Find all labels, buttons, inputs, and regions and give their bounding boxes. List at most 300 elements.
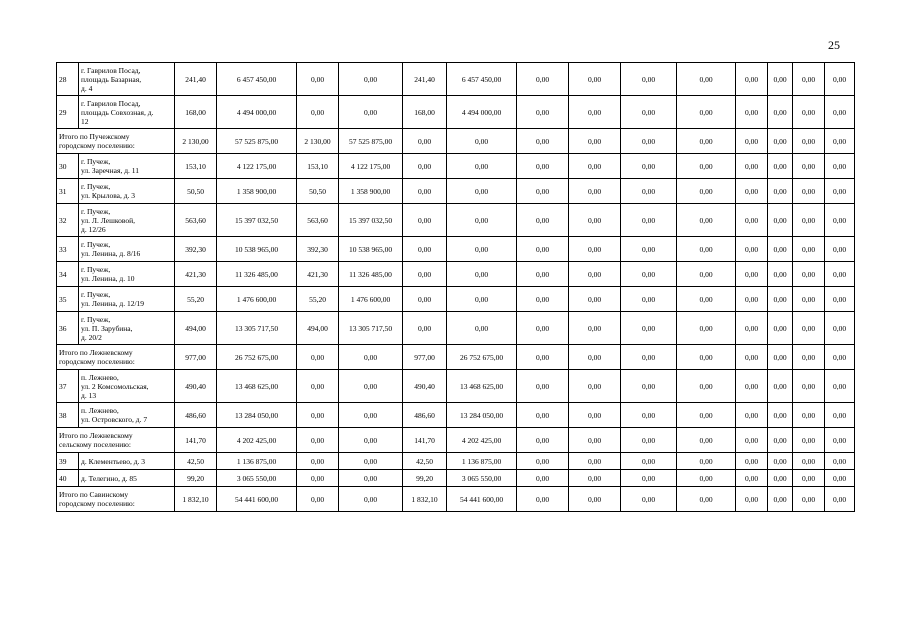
value-cell: 0,00 <box>621 262 677 287</box>
value-cell: 0,00 <box>569 63 621 96</box>
table-row <box>57 453 855 470</box>
value-cell: 0,00 <box>447 179 517 204</box>
value-cell: 6 457 450,00 <box>217 63 297 96</box>
row-number: 39 <box>57 453 79 470</box>
row-number: 34 <box>57 262 79 287</box>
row-number: 29 <box>57 96 79 129</box>
value-cell: 0,00 <box>569 428 621 453</box>
value-cell: 0,00 <box>768 312 793 345</box>
value-cell: 4 202 425,00 <box>447 428 517 453</box>
value-cell: 42,50 <box>403 453 447 470</box>
value-cell: 0,00 <box>677 470 736 487</box>
value-cell: 0,00 <box>736 453 768 470</box>
value-cell: 0,00 <box>768 96 793 129</box>
address-cell <box>79 453 175 470</box>
value-cell: 0,00 <box>569 403 621 428</box>
value-cell: 0,00 <box>793 179 825 204</box>
value-cell: 0,00 <box>825 63 855 96</box>
value-cell: 0,00 <box>793 204 825 237</box>
total-label-line: городскому поселению: <box>59 357 135 366</box>
address-line: д. 13 <box>81 390 97 400</box>
address-cell <box>79 312 175 345</box>
address-cell <box>79 204 175 237</box>
value-cell: 0,00 <box>736 63 768 96</box>
value-cell: 0,00 <box>793 428 825 453</box>
address-line: г. Пучеж, <box>81 240 111 249</box>
address-line: д. Клементьево, д. 3 <box>81 456 146 466</box>
row-number: 32 <box>57 204 79 237</box>
address-line: д. 4 <box>81 83 93 93</box>
value-cell: 0,00 <box>297 470 339 487</box>
value-cell: 0,00 <box>621 470 677 487</box>
row-number: 28 <box>57 63 79 96</box>
row-number: 31 <box>57 179 79 204</box>
value-cell: 421,30 <box>297 262 339 287</box>
table-row <box>57 204 855 237</box>
address-line: г. Гаврилов Посад, <box>81 65 141 75</box>
address-line: ул. Островского, д. 7 <box>81 415 148 424</box>
value-cell: 57 525 875,00 <box>339 129 403 154</box>
value-cell: 0,00 <box>825 237 855 262</box>
address-cell <box>79 154 175 179</box>
value-cell: 392,30 <box>297 237 339 262</box>
value-cell: 0,00 <box>339 470 403 487</box>
value-cell: 0,00 <box>793 312 825 345</box>
value-cell: 0,00 <box>403 129 447 154</box>
value-cell: 0,00 <box>621 237 677 262</box>
value-cell: 0,00 <box>621 345 677 370</box>
value-cell: 0,00 <box>768 154 793 179</box>
value-cell: 0,00 <box>621 403 677 428</box>
table-total-row <box>57 345 855 370</box>
value-cell: 0,00 <box>517 345 569 370</box>
value-cell: 0,00 <box>569 204 621 237</box>
address-line: ул. П. Зарубина, <box>81 323 133 333</box>
row-number: 38 <box>57 403 79 428</box>
total-label-line: городскому поселению: <box>59 141 135 150</box>
value-cell: 4 494 000,00 <box>217 96 297 129</box>
value-cell: 0,00 <box>793 287 825 312</box>
value-cell: 13 305 717,50 <box>339 312 403 345</box>
address-line: площадь Совхозная, д. <box>81 107 154 117</box>
value-cell: 13 284 050,00 <box>447 403 517 428</box>
value-cell: 0,00 <box>297 370 339 403</box>
value-cell: 0,00 <box>736 470 768 487</box>
value-cell: 0,00 <box>768 179 793 204</box>
value-cell: 1 358 900,00 <box>217 179 297 204</box>
value-cell: 0,00 <box>569 312 621 345</box>
value-cell: 0,00 <box>339 370 403 403</box>
value-cell: 494,00 <box>297 312 339 345</box>
value-cell: 0,00 <box>677 370 736 403</box>
address-cell <box>79 370 175 403</box>
value-cell: 0,00 <box>517 262 569 287</box>
value-cell: 15 397 032,50 <box>339 204 403 237</box>
value-cell: 1 136 875,00 <box>217 453 297 470</box>
value-cell: 57 525 875,00 <box>217 129 297 154</box>
value-cell: 0,00 <box>621 129 677 154</box>
value-cell: 0,00 <box>677 312 736 345</box>
value-cell: 0,00 <box>677 204 736 237</box>
value-cell: 0,00 <box>825 96 855 129</box>
table-row <box>57 179 855 204</box>
address-cell <box>79 179 175 204</box>
value-cell: 0,00 <box>736 204 768 237</box>
value-cell: 0,00 <box>569 345 621 370</box>
table-row <box>57 403 855 428</box>
value-cell: 0,00 <box>339 428 403 453</box>
value-cell: 0,00 <box>569 96 621 129</box>
value-cell: 977,00 <box>175 345 217 370</box>
value-cell: 977,00 <box>403 345 447 370</box>
value-cell: 0,00 <box>569 262 621 287</box>
value-cell: 54 441 600,00 <box>217 487 297 512</box>
value-cell: 0,00 <box>569 154 621 179</box>
value-cell: 0,00 <box>825 428 855 453</box>
value-cell: 1 476 600,00 <box>217 287 297 312</box>
value-cell: 0,00 <box>621 453 677 470</box>
value-cell: 0,00 <box>569 287 621 312</box>
value-cell: 13 305 717,50 <box>217 312 297 345</box>
value-cell: 0,00 <box>825 154 855 179</box>
value-cell: 0,00 <box>677 287 736 312</box>
value-cell: 168,00 <box>175 96 217 129</box>
value-cell: 0,00 <box>621 428 677 453</box>
value-cell: 11 326 485,00 <box>217 262 297 287</box>
value-cell: 0,00 <box>339 403 403 428</box>
value-cell: 168,00 <box>403 96 447 129</box>
value-cell: 0,00 <box>768 487 793 512</box>
value-cell: 0,00 <box>768 237 793 262</box>
value-cell: 0,00 <box>517 470 569 487</box>
value-cell: 0,00 <box>825 129 855 154</box>
value-cell: 0,00 <box>768 345 793 370</box>
value-cell: 0,00 <box>621 487 677 512</box>
value-cell: 26 752 675,00 <box>447 345 517 370</box>
address-cell <box>79 287 175 312</box>
value-cell: 0,00 <box>447 262 517 287</box>
value-cell: 4 494 000,00 <box>447 96 517 129</box>
value-cell: 13 468 625,00 <box>217 370 297 403</box>
value-cell: 15 397 032,50 <box>217 204 297 237</box>
value-cell: 0,00 <box>339 63 403 96</box>
value-cell: 0,00 <box>447 237 517 262</box>
value-cell: 0,00 <box>297 428 339 453</box>
address-cell <box>79 403 175 428</box>
value-cell: 2 130,00 <box>297 129 339 154</box>
value-cell: 3 065 550,00 <box>447 470 517 487</box>
value-cell: 0,00 <box>621 154 677 179</box>
value-cell: 1 832,10 <box>175 487 217 512</box>
value-cell: 99,20 <box>175 470 217 487</box>
address-cell <box>79 63 175 96</box>
value-cell: 241,40 <box>403 63 447 96</box>
address-line: ул. Ленина, д. 10 <box>81 274 135 283</box>
table-row <box>57 63 855 96</box>
value-cell: 4 122 175,00 <box>217 154 297 179</box>
value-cell: 0,00 <box>677 237 736 262</box>
value-cell: 11 326 485,00 <box>339 262 403 287</box>
value-cell: 0,00 <box>403 204 447 237</box>
value-cell: 0,00 <box>793 470 825 487</box>
address-line: г. Пучеж, <box>81 206 111 216</box>
value-cell: 0,00 <box>517 453 569 470</box>
value-cell: 13 284 050,00 <box>217 403 297 428</box>
value-cell: 0,00 <box>403 262 447 287</box>
total-label-line: городскому поселению: <box>59 499 135 508</box>
value-cell: 0,00 <box>297 403 339 428</box>
value-cell: 2 130,00 <box>175 129 217 154</box>
value-cell: 0,00 <box>793 262 825 287</box>
value-cell: 0,00 <box>768 63 793 96</box>
value-cell: 0,00 <box>677 487 736 512</box>
address-line: ул. Ленина, д. 12/19 <box>81 299 145 308</box>
table-total-row <box>57 428 855 453</box>
value-cell: 0,00 <box>297 96 339 129</box>
table-row <box>57 312 855 345</box>
value-cell: 1 358 900,00 <box>339 179 403 204</box>
address-line: ул. 2 Комсомольская, <box>81 381 149 391</box>
table-row <box>57 287 855 312</box>
value-cell: 13 468 625,00 <box>447 370 517 403</box>
value-cell: 0,00 <box>793 154 825 179</box>
value-cell: 0,00 <box>517 179 569 204</box>
row-number: 40 <box>57 470 79 487</box>
value-cell: 0,00 <box>736 179 768 204</box>
value-cell: 0,00 <box>768 428 793 453</box>
address-line: г. Пучеж, <box>81 265 111 274</box>
value-cell: 6 457 450,00 <box>447 63 517 96</box>
value-cell: 0,00 <box>736 345 768 370</box>
value-cell: 0,00 <box>677 63 736 96</box>
value-cell: 0,00 <box>793 129 825 154</box>
value-cell: 0,00 <box>517 154 569 179</box>
address-line: г. Пучеж, <box>81 182 111 191</box>
value-cell: 10 538 965,00 <box>339 237 403 262</box>
value-cell: 0,00 <box>339 487 403 512</box>
table-row <box>57 96 855 129</box>
table-row <box>57 370 855 403</box>
value-cell: 0,00 <box>825 262 855 287</box>
value-cell: 563,60 <box>175 204 217 237</box>
value-cell: 0,00 <box>736 487 768 512</box>
address-line: д. Телегино, д. 85 <box>81 473 137 483</box>
value-cell: 1 832,10 <box>403 487 447 512</box>
value-cell: 0,00 <box>517 428 569 453</box>
value-cell: 0,00 <box>768 470 793 487</box>
value-cell: 0,00 <box>517 237 569 262</box>
value-cell: 0,00 <box>825 470 855 487</box>
value-cell: 0,00 <box>677 403 736 428</box>
total-label-line: Итого по Пучежскому <box>59 132 130 141</box>
value-cell: 0,00 <box>677 262 736 287</box>
total-label-line: Итого по Лежневскому <box>59 348 133 357</box>
value-cell: 0,00 <box>447 129 517 154</box>
value-cell: 153,10 <box>175 154 217 179</box>
value-cell: 486,60 <box>403 403 447 428</box>
table-body <box>57 63 855 512</box>
value-cell: 0,00 <box>517 129 569 154</box>
value-cell: 0,00 <box>569 237 621 262</box>
value-cell: 0,00 <box>736 428 768 453</box>
address-line: площадь Базарная, <box>81 74 142 84</box>
table-row <box>57 154 855 179</box>
value-cell: 0,00 <box>768 129 793 154</box>
address-cell <box>79 237 175 262</box>
value-cell: 0,00 <box>339 345 403 370</box>
address-cell <box>79 470 175 487</box>
total-label-line: сельскому поселению: <box>59 440 131 449</box>
address-line: ул. Ленина, д. 8/16 <box>81 249 141 258</box>
value-cell: 0,00 <box>621 63 677 96</box>
value-cell: 0,00 <box>517 63 569 96</box>
value-cell: 4 202 425,00 <box>217 428 297 453</box>
value-cell: 0,00 <box>768 287 793 312</box>
value-cell: 0,00 <box>825 453 855 470</box>
value-cell: 0,00 <box>736 154 768 179</box>
value-cell: 0,00 <box>793 345 825 370</box>
value-cell: 0,00 <box>621 312 677 345</box>
value-cell: 0,00 <box>825 345 855 370</box>
total-label <box>57 129 175 154</box>
value-cell: 0,00 <box>736 237 768 262</box>
address-cell <box>79 262 175 287</box>
value-cell: 0,00 <box>768 453 793 470</box>
value-cell: 0,00 <box>569 370 621 403</box>
value-cell: 0,00 <box>297 345 339 370</box>
value-cell: 4 122 175,00 <box>339 154 403 179</box>
table-row <box>57 237 855 262</box>
value-cell: 0,00 <box>517 487 569 512</box>
value-cell: 50,50 <box>175 179 217 204</box>
value-cell: 0,00 <box>297 63 339 96</box>
total-label <box>57 345 175 370</box>
value-cell: 0,00 <box>793 237 825 262</box>
value-cell: 0,00 <box>677 129 736 154</box>
value-cell: 0,00 <box>677 345 736 370</box>
value-cell: 0,00 <box>768 403 793 428</box>
page-number: 25 <box>828 38 840 52</box>
value-cell: 0,00 <box>793 487 825 512</box>
value-cell: 0,00 <box>793 96 825 129</box>
value-cell: 0,00 <box>339 96 403 129</box>
value-cell: 99,20 <box>403 470 447 487</box>
row-number: 35 <box>57 287 79 312</box>
address-line: п. Лежнево, <box>81 406 119 415</box>
address-line: ул. Л. Лешковой, <box>81 215 136 225</box>
value-cell: 0,00 <box>825 403 855 428</box>
value-cell: 0,00 <box>403 179 447 204</box>
value-cell: 490,40 <box>403 370 447 403</box>
address-line: 12 <box>81 116 89 126</box>
value-cell: 0,00 <box>825 312 855 345</box>
address-line: г. Пучеж, <box>81 157 111 166</box>
value-cell: 0,00 <box>621 370 677 403</box>
value-cell: 486,60 <box>175 403 217 428</box>
value-cell: 0,00 <box>736 96 768 129</box>
address-line: ул. Крылова, д. 3 <box>81 191 136 200</box>
value-cell: 0,00 <box>736 129 768 154</box>
value-cell: 0,00 <box>825 487 855 512</box>
value-cell: 0,00 <box>736 262 768 287</box>
value-cell: 0,00 <box>403 237 447 262</box>
total-label-line: Итого по Савинскому <box>59 490 129 499</box>
value-cell: 141,70 <box>403 428 447 453</box>
value-cell: 54 441 600,00 <box>447 487 517 512</box>
value-cell: 0,00 <box>736 287 768 312</box>
total-label <box>57 428 175 453</box>
value-cell: 490,40 <box>175 370 217 403</box>
value-cell: 0,00 <box>403 154 447 179</box>
value-cell: 0,00 <box>517 96 569 129</box>
value-cell: 392,30 <box>175 237 217 262</box>
value-cell: 563,60 <box>297 204 339 237</box>
value-cell: 0,00 <box>793 453 825 470</box>
value-cell: 0,00 <box>297 453 339 470</box>
value-cell: 0,00 <box>297 487 339 512</box>
value-cell: 0,00 <box>793 63 825 96</box>
value-cell: 55,20 <box>297 287 339 312</box>
value-cell: 0,00 <box>447 287 517 312</box>
value-cell: 0,00 <box>569 179 621 204</box>
value-cell: 0,00 <box>736 312 768 345</box>
value-cell: 421,30 <box>175 262 217 287</box>
total-label <box>57 487 175 512</box>
value-cell: 0,00 <box>793 370 825 403</box>
value-cell: 0,00 <box>677 154 736 179</box>
value-cell: 50,50 <box>297 179 339 204</box>
value-cell: 26 752 675,00 <box>217 345 297 370</box>
value-cell: 153,10 <box>297 154 339 179</box>
value-cell: 1 136 875,00 <box>447 453 517 470</box>
address-cell <box>79 96 175 129</box>
address-line: д. 20/2 <box>81 332 102 342</box>
value-cell: 10 538 965,00 <box>217 237 297 262</box>
value-cell: 0,00 <box>621 179 677 204</box>
value-cell: 0,00 <box>569 453 621 470</box>
value-cell: 0,00 <box>621 96 677 129</box>
address-line: ул. Заречная, д. 11 <box>81 166 139 175</box>
value-cell: 1 476 600,00 <box>339 287 403 312</box>
value-cell: 0,00 <box>569 129 621 154</box>
value-cell: 0,00 <box>517 287 569 312</box>
value-cell: 0,00 <box>736 403 768 428</box>
value-cell: 0,00 <box>768 370 793 403</box>
value-cell: 0,00 <box>447 312 517 345</box>
value-cell: 0,00 <box>517 370 569 403</box>
table-row <box>57 262 855 287</box>
value-cell: 241,40 <box>175 63 217 96</box>
value-cell: 0,00 <box>677 96 736 129</box>
value-cell: 0,00 <box>825 370 855 403</box>
address-line: д. 12/26 <box>81 224 106 234</box>
value-cell: 0,00 <box>768 262 793 287</box>
housing-program-table <box>56 62 855 512</box>
value-cell: 0,00 <box>768 204 793 237</box>
value-cell: 0,00 <box>677 453 736 470</box>
value-cell: 0,00 <box>736 370 768 403</box>
value-cell: 0,00 <box>793 403 825 428</box>
value-cell: 0,00 <box>517 204 569 237</box>
value-cell: 0,00 <box>825 204 855 237</box>
value-cell: 494,00 <box>175 312 217 345</box>
table-total-row <box>57 129 855 154</box>
value-cell: 0,00 <box>517 403 569 428</box>
value-cell: 0,00 <box>569 470 621 487</box>
value-cell: 0,00 <box>677 428 736 453</box>
address-line: г. Пучеж, <box>81 290 111 299</box>
address-line: г. Пучеж, <box>81 314 111 324</box>
